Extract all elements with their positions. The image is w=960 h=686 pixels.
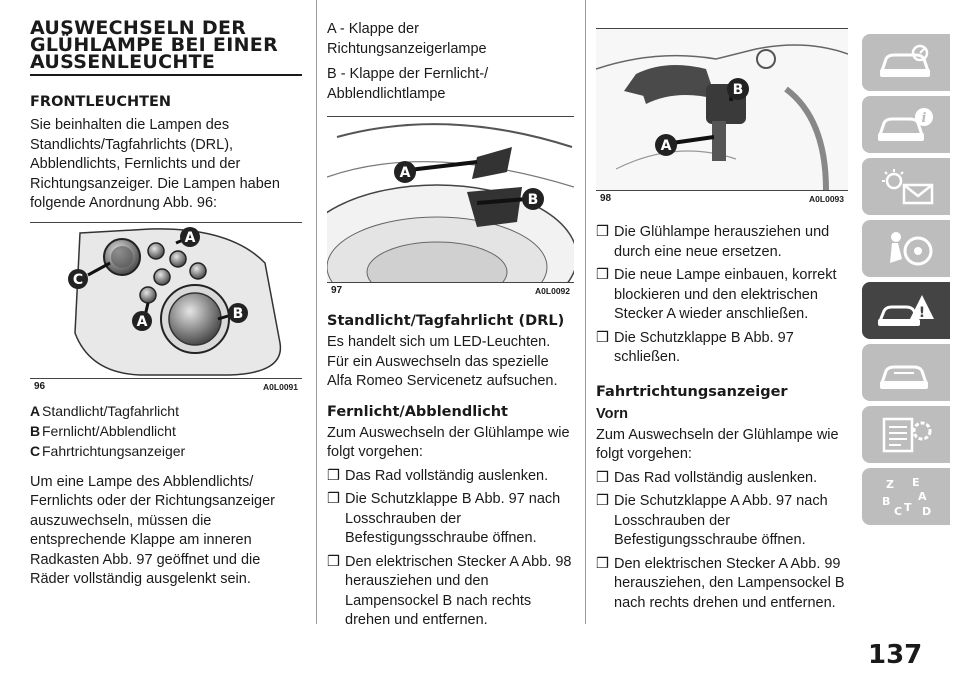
car-crash-warning-icon: [876, 291, 936, 331]
tab-index[interactable]: [862, 468, 950, 525]
label-b: B: [527, 192, 539, 208]
figure-legend: [30, 401, 302, 461]
letter-d: D: [922, 504, 932, 518]
label-c: C: [72, 271, 84, 288]
chapter-nav: [862, 34, 950, 530]
wheel-arch-illustration: [327, 117, 574, 282]
tab-car-info[interactable]: [862, 96, 950, 153]
car-dashboard-icon: [876, 43, 936, 83]
tab-service[interactable]: [862, 344, 950, 401]
alphabet-index-icon: [876, 475, 936, 519]
airbag-steering-icon: [876, 229, 936, 269]
heading-drl: Standlicht/Tagfahrlicht (DRL): [327, 313, 565, 329]
list-item: ❒ Das Rad vollständig auslenken.: [327, 467, 549, 484]
figure-code: A0L0091: [263, 381, 298, 392]
column-3: [596, 0, 848, 617]
outro-paragraph: Um eine Lampe des Abblendlichts/ Fernlichts oder der Richtungsanzeiger auszuwechseln, müssen die entsprechende Klappe am inneren Radkasten Abb. 97 geöffnet und die Räder vollständig ausgelenkt sein.: [30, 473, 276, 587]
tab-dashboard[interactable]: [862, 34, 950, 91]
label-a: A: [399, 165, 411, 181]
column-2: [327, 0, 574, 635]
tab-emergency[interactable]: [862, 282, 950, 339]
page-number: 137: [868, 640, 923, 670]
technical-data-icon: [876, 415, 936, 455]
tab-safety[interactable]: [862, 220, 950, 277]
column-separator: [585, 0, 586, 624]
letter-z: Z: [886, 477, 894, 491]
list-item: ❒ Die Schutzklappe B Abb. 97 nach Losschrauben der Befestigungsschraube öffnen.: [327, 491, 561, 546]
figure-97-wheel-arch: [327, 116, 574, 299]
list-item: ❒ Das Rad vollständig auslenken.: [596, 469, 818, 486]
figure-number: 96: [34, 380, 46, 392]
intro-paragraph: Sie beinhalten die Lampen des Standlichts/Tagfahrlichts (DRL), Abblendlichts, Fernlichts und der Richtungsanzeiger. Die Lampen haben folgende Anordnung Abb. 96:: [30, 117, 280, 211]
list-item: ❒ Die Glühlampe herausziehen und durch eine neue ersetzen.: [596, 224, 830, 260]
list-item: ❒ Die neue Lampe einbauen, korrekt blockieren und den elektrischen Stecker A wieder anschließen.: [596, 267, 837, 322]
page-title: AUSWECHSELN DER GLÜHLAMPE BEI EINER AUSSENLEUCHTE: [30, 17, 278, 73]
figure-caption-rule: [596, 190, 848, 191]
figure-caption-rule: [30, 378, 302, 379]
legend-item-b: B Fernlicht/Abblendlicht: [30, 422, 176, 439]
legend-item-a: A Standlicht/Tagfahrlicht: [30, 402, 179, 419]
section-heading-frontleuchten: FRONTLEUCHTEN: [30, 94, 172, 110]
headlamp-illustration: [30, 223, 302, 378]
label-b: B: [732, 82, 744, 98]
label-a-top: A: [184, 229, 196, 246]
figure-96-headlamp: [30, 222, 302, 395]
legend-item-c: C Fahrtrichtungsanzeiger: [30, 442, 186, 459]
car-service-icon: [876, 353, 936, 393]
fahrt-paragraph: Zum Auswechseln der Glühlampe wie folgt vorgehen:: [596, 426, 839, 462]
list-item: ❒ Den elektrischen Stecker A Abb. 98 herausziehen und den Lampensockel B nach rechts drehen und entfernen.: [327, 553, 572, 628]
figure-98-connector: [596, 28, 848, 207]
list-item: ❒ Die Schutzklappe B Abb. 97 schließen.: [596, 329, 794, 365]
car-info-icon: [876, 105, 936, 145]
list-item: ❒ Den elektrischen Stecker A Abb. 99 herausziehen, den Lampensockel B nach rechts drehen und entfernen.: [596, 555, 845, 611]
letter-e: E: [912, 475, 920, 489]
heading-fernlicht: Fernlicht/Abblendlicht: [327, 403, 508, 420]
warning-lights-envelope-icon: [876, 167, 936, 207]
fernlicht-paragraph: Zum Auswechseln der Glühlampe wie folgt vorgehen:: [327, 424, 570, 460]
svg-text:!: !: [918, 304, 926, 321]
label-b: B: [232, 305, 244, 322]
label-a: A: [660, 138, 672, 154]
svg-text:i: i: [921, 110, 927, 126]
letter-a: A: [918, 489, 927, 503]
label-a-bottom: A: [136, 313, 148, 330]
subheading-vorn: Vorn: [596, 405, 628, 422]
column-separator: [316, 0, 317, 624]
tab-technical-data[interactable]: [862, 406, 950, 463]
list-item: ❒ Die Schutzklappe A Abb. 97 nach Losschrauben der Befestigungsschraube öffnen.: [596, 493, 828, 548]
title-underline: [30, 74, 302, 76]
figure-code: A0L0092: [535, 286, 570, 296]
figure-code: A0L0093: [809, 194, 844, 204]
heading-fahrtrichtungsanzeiger: Fahrtrichtungsanzeiger: [596, 383, 788, 400]
figure-caption-rule: [327, 282, 574, 283]
tab-warning-lights[interactable]: [862, 158, 950, 215]
figure-number: 97: [331, 285, 343, 296]
letter-b: B: [882, 494, 891, 508]
figure-number: 98: [600, 193, 612, 204]
drl-paragraph: Es handelt sich um LED-Leuchten. Für ein Auswechseln das spezielle Alfa Romeo Servicenetz aufsuchen.: [327, 334, 558, 389]
legend-a-text: A - Klappe der Richtungsanzeigerlampe: [327, 21, 487, 57]
column-1: [30, 0, 302, 594]
letter-t: T: [904, 500, 912, 514]
letter-c: C: [894, 504, 903, 518]
connector-illustration: [596, 29, 848, 190]
legend-b-text: B - Klappe der Fernlicht-/ Abblendlichtlampe: [327, 66, 489, 102]
